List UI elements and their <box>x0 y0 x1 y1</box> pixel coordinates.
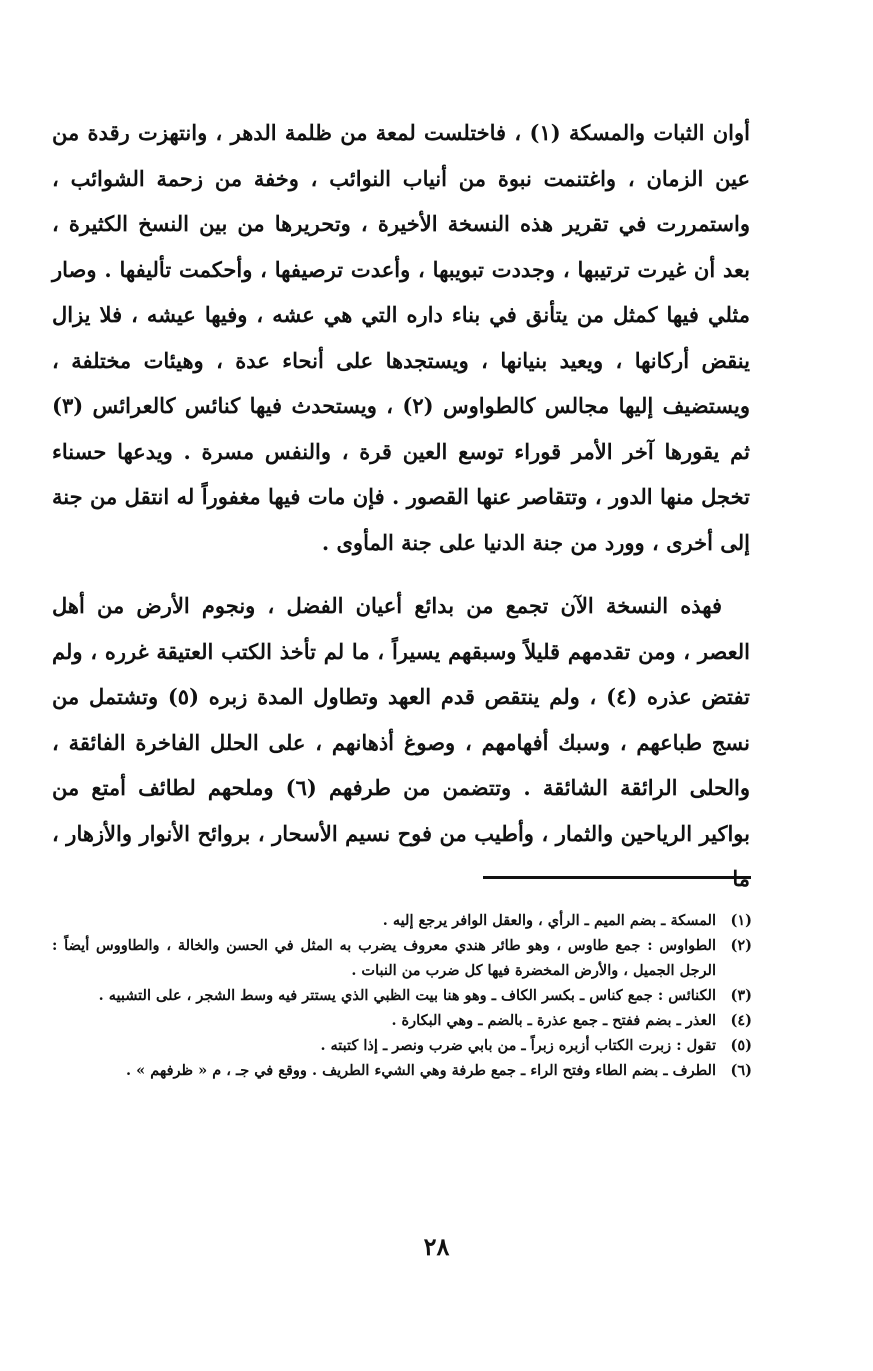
main-text <box>52 110 750 902</box>
footnote-5 <box>52 1033 752 1058</box>
footnote-2 <box>52 933 752 983</box>
footnote-text: الطرف ـ بضم الطاء وفتح الراء ـ جمع طرفة وهي الشيء الطريف . ووقع في جـ ، م « ظرفهم » . <box>126 1062 716 1079</box>
paragraph-1: أوان الثبات والمسكة (١) ، فاختلست لمعة من ظلمة الدهر ، وانتهزت رقدة من عين الزمان ، واغتنمت نبوة من أنياب النوائب ، وخفة من زحمة الشوائب ، واستمررت في تقرير هذه النسخة الأخيرة ، وتحريرها من بين النسخ الكثيرة ، بعد أن غيرت ترتيبها ، وجددت تبويبها ، وأعدت ترصيفها ، وأحكمت تأليفها . وصار مثلي فيها كمثل من يتأنق في بناء داره التي هي عشه ، وفيها عيشه ، فلا يزال ينقض أركانها ، ويعيد بنيانها ، ويستجدها على أنحاء عدة ، وهيئات مختلفة ، ويستضيف إليها مجالس كالطواوس (٢) ، ويستحدث فيها كنائس كالعرائس (٣) ثم يقورها آخر الأمر قوراء توسع العين قرة ، والنفس مسرة . ويدعها حسناء تخجل منها الدور ، وتتقاصر عنها القصور . فإن مات فيها مغفوراً له انتقل من جنة إلى أخرى ، وورد من جنة الدنيا على جنة المأوى . <box>52 120 750 555</box>
footnote-text: المسكة ـ بضم الميم ـ الرأي ، والعقل الوافر يرجع إليه . <box>382 912 716 929</box>
footnote-separator <box>483 876 751 879</box>
footnote-number: (٤) <box>730 1012 752 1029</box>
footnote-number: (٢) <box>730 937 752 954</box>
footnote-number: (١) <box>730 912 752 929</box>
footnote-text: العذر ـ بضم ففتح ـ جمع عذرة ـ بالضم ـ وهي البكارة . <box>391 1012 716 1029</box>
footnote-text: الطواوس : جمع طاوس ، وهو طائر هندي معروف يضرب به المثل في الحسن والخالة ، والطاووس أيضاً : الرجل الجميل ، والأرض المخضرة فيها كل ضرب من النبات . <box>52 937 716 979</box>
footnote-1 <box>52 908 752 933</box>
footnotes <box>52 908 752 1083</box>
footnote-text: الكنائس : جمع كناس ـ بكسر الكاف ـ وهو هنا بيت الظبي الذي يستتر فيه وسط الشجر ، على التشبيه . <box>98 987 716 1004</box>
footnote-3 <box>52 983 752 1008</box>
page-number: ٢٨ <box>423 1232 450 1261</box>
footnote-number: (٥) <box>730 1037 752 1054</box>
footnote-number: (٣) <box>730 987 752 1004</box>
footnote-number: (٦) <box>730 1062 752 1079</box>
footnote-6 <box>52 1058 752 1083</box>
paragraph-2: فهذه النسخة الآن تجمع من بدائع أعيان الفضل ، ونجوم الأرض من أهل العصر ، ومن تقدمهم قليلاً وسبقهم يسيراً ، ما لم تأخذ الكتب العتيقة غرره ، ولم تفتض عذره (٤) ، ولم ينتقص قدم العهد وتطاول المدة زبره (٥) وتشتمل من نسج طباعهم ، وسبك أفهامهم ، وصوغ أذهانهم ، على الحلل الفاخرة الفائقة ، والحلى الرائقة الشائقة . وتتضمن من طرفهم (٦) وملحهم لطائف أمتع من بواكير الرياحين والثمار ، وأطيب من فوح نسيم الأسحار ، بروائح الأنوار والأزهار ، ما <box>52 593 751 891</box>
footnote-4 <box>52 1008 752 1033</box>
footnote-text: تقول : زبرت الكتاب أزبره زبراً ـ من بابي ضرب ونصر ـ إذا كتبته . <box>320 1037 716 1054</box>
